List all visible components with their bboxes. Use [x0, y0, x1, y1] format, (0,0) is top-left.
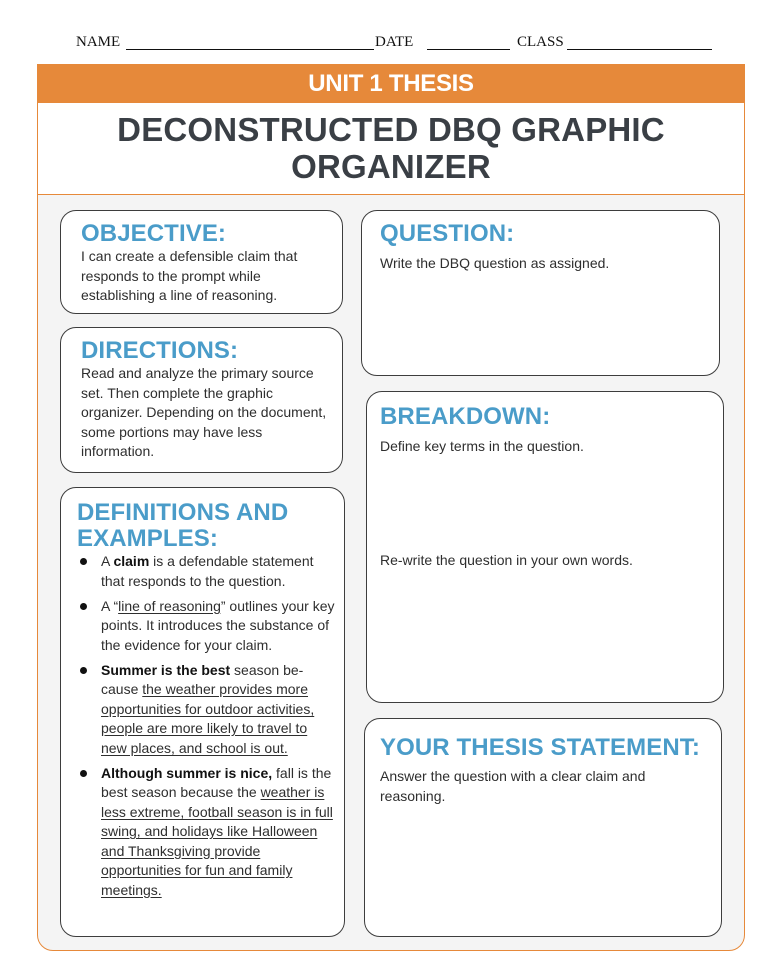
unit-banner: UNIT 1 THESIS	[38, 65, 744, 103]
definitions-list	[77, 552, 335, 906]
definitions-box	[60, 487, 345, 937]
question-box[interactable]	[361, 210, 720, 376]
title-line-1: DECONSTRUCTED DBQ GRAPHIC	[117, 111, 665, 148]
directions-heading: DIRECTIONS:	[81, 337, 239, 364]
definitions-heading: DEFINITIONS AND EXAMPLES:	[77, 499, 289, 552]
breakdown-prompt-rewrite: Re-write the question in your own words.	[380, 552, 633, 568]
bullet-icon	[80, 558, 87, 565]
objective-text: I can create a defensible claim that responds to the prompt while establishing a line of reasoning.	[81, 248, 298, 303]
title-box	[38, 103, 744, 195]
date-field[interactable]	[427, 49, 510, 50]
question-prompt: Write the DBQ question as assigned.	[380, 255, 610, 271]
list-item: A “line of reasoning” outlines your key points. It introduces the substance of the evidence for your claim.	[77, 597, 335, 656]
class-label: CLASS	[517, 34, 564, 50]
list-item: Summer is the best season be-cause the weather provides more opportunities for outdoor activities, people are more likely to travel to new places, and school is out.	[77, 661, 335, 759]
breakdown-prompt-terms: Define key terms in the question.	[380, 438, 584, 454]
title-line-2: ORGANIZER	[291, 148, 491, 185]
student-info-line	[76, 32, 712, 54]
breakdown-box[interactable]	[366, 391, 724, 703]
objective-heading: OBJECTIVE:	[81, 220, 227, 247]
list-item: Although summer is nice, fall is the best season because the weather is less extreme, football season is in full swing, and holidays like Halloween and Thanksgiving provide opportunities for fun and family meetings.	[77, 764, 335, 901]
date-label: DATE	[375, 34, 414, 50]
breakdown-heading: BREAKDOWN:	[380, 403, 551, 430]
objective-box	[60, 210, 343, 314]
page-title	[38, 103, 744, 185]
name-label: NAME	[76, 34, 121, 50]
bullet-icon	[80, 770, 87, 777]
directions-text: Read and analyze the primary source set. Then complete the graphic organizer. Depending on the document, some portions may have less information.	[81, 365, 327, 459]
bullet-icon	[80, 667, 87, 674]
bullet-icon	[80, 603, 87, 610]
question-heading: QUESTION:	[380, 220, 515, 247]
thesis-box[interactable]	[364, 718, 722, 937]
class-field[interactable]	[567, 49, 712, 50]
name-field[interactable]	[126, 49, 374, 50]
list-item: A claim is a defendable statement that responds to the question.	[77, 552, 335, 591]
directions-box	[60, 327, 343, 473]
thesis-heading: YOUR THESIS STATEMENT:	[380, 734, 700, 761]
thesis-prompt: Answer the question with a clear claim and reasoning.	[380, 768, 646, 804]
